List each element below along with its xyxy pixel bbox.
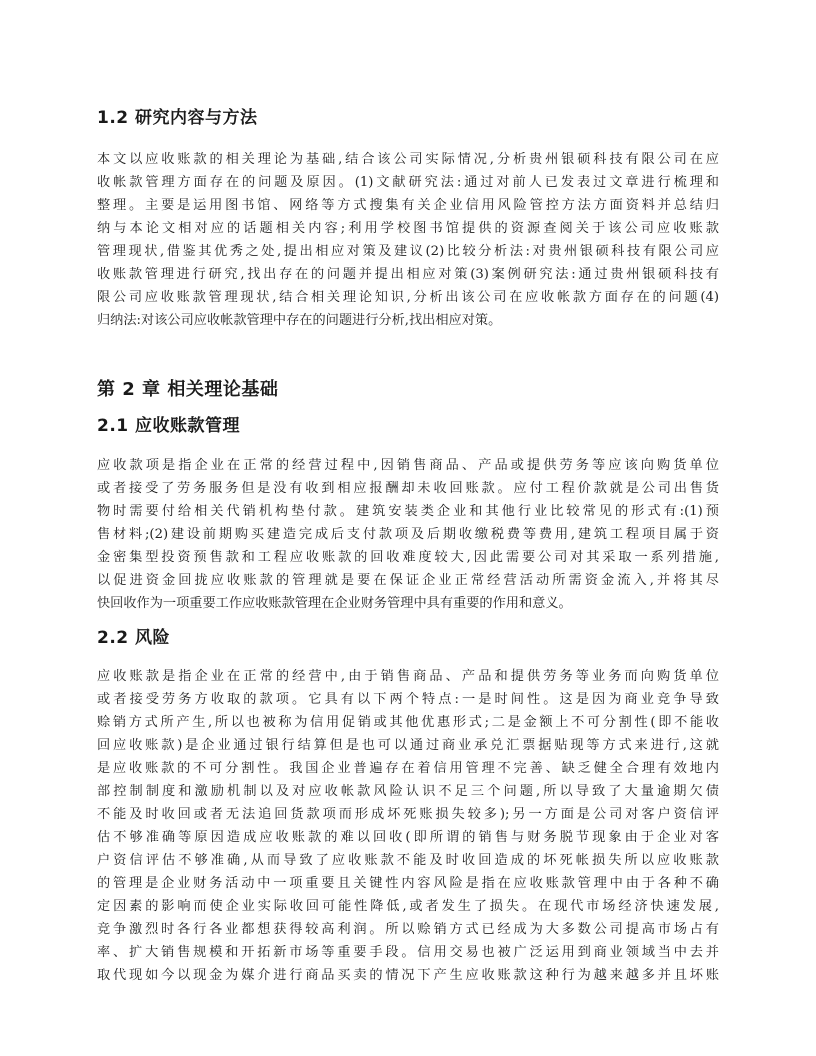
text-line: 是应收账款的不可分割性。我国企业普遍存在着信用管理不完善、缺乏健全合理有效地内 [97,761,719,776]
text-line: 部控制制度和激励机制以及对应收帐款风险认识不足三个问题,所以导致了大量逾期欠债 [97,784,719,799]
text-line: 户资信评估不够准确,从而导致了应收账款不能及时收回造成的坏死帐损失所以应收账款 [97,853,719,868]
text-line: 限公司应收账款管理现状,结合相关理论知识,分析出该公司在应收帐款方面存在的问题(4) [97,290,719,305]
text-line: 的管理是企业财务活动中一项重要且关键性内容风险是指在应收账款管理中由于各种不确 [97,876,719,891]
text-line: 或者接受劳务方收取的款项。它具有以下两个特点:一是时间性。这是因为商业竞争导致 [97,692,719,707]
text-line: 收账款管理进行研究,找出存在的问题并提出相应对策(3)案例研究法:通过贵州银硕科技有 [97,267,719,282]
body-paragraph [97,454,719,615]
text-line: 估不够准确等原因造成应收账款的难以回收(即所谓的销售与财务脱节现象由于企业对客 [97,830,719,845]
text-line: 定因素的影响而使企业实际收回可能性降低,或者发生了损失。在现代市场经济快速发展, [97,899,719,914]
text-line: 应收账款是指企业在正常的经营中,由于销售商品、产品和提供劳务等业务而向购货单位 [97,669,719,684]
text-line: 不能及时收回或者无法追回货款项而形成坏死账损失较多);另一方面是公司对客户资信评 [97,807,719,822]
text-line: 或者接受了劳务服务但是没有收到相应报酬却未收回账款。应付工程价款就是公司出售货 [97,481,719,496]
body-paragraph [97,148,719,332]
text-line: 物时需要付给相关代销机构垫付款。建筑安装类企业和其他行业比较常见的形式有:(1)预 [97,504,719,519]
text-line: 赊销方式所产生,所以也被称为信用促销或其他优惠形式;二是金额上不可分割性(即不能收 [97,715,719,730]
text-line: 取代现如今以现金为媒介进行商品买卖的情况下产生应收账款这种行为越来越多并且坏账 [97,968,719,983]
text-line: 纳与本论文相对应的话题相关内容;利用学校图书馆提供的资源查阅关于该公司应收账款 [97,221,719,236]
text-line: 本文以应收账款的相关理论为基础,结合该公司实际情况,分析贵州银硕科技有限公司在应 [97,152,719,167]
section-heading: 2.1 应收账款管理 [97,416,241,436]
body-paragraph [97,665,719,987]
text-line: 整理。主要是运用图书馆、网络等方式搜集有关企业信用风险管控方法方面资料并总结归 [97,198,719,213]
text-line: 率、扩大销售规模和开拓新市场等重要手段。信用交易也被广泛运用到商业领域当中去并 [97,945,719,960]
section-heading: 1.2 研究内容与方法 [97,108,258,128]
text-line: 管理现状,借鉴其优秀之处,提出相应对策及建议(2)比较分析法:对贵州银硕科技有限公司应 [97,244,719,259]
text-line: 应收款项是指企业在正常的经营过程中,因销售商品、产品或提供劳务等应该向购货单位 [97,458,719,473]
text-line: 售材料;(2)建设前期购买建造完成后支付款项及后期收缴税费等费用,建筑工程项目属于资 [97,527,719,542]
text-line: 回应收账款)是企业通过银行结算但是也可以通过商业承兑汇票据贴现等方式来进行,这就 [97,738,719,753]
text-line: 归纳法:对该公司应收帐款管理中存在的问题进行分析,找出相应对策。 [97,313,502,328]
text-line: 竞争激烈时各行各业都想获得较高利润。所以赊销方式已经成为大多数公司提高市场占有 [97,922,719,937]
chapter-title: 第 2 章 相关理论基础 [97,379,279,400]
section-heading: 2.2 风险 [97,628,171,648]
text-line: 以促进资金回拢应收账款的管理就是要在保证企业正常经营活动所需资金流入,并将其尽 [97,573,719,588]
text-line: 金密集型投资预售款和工程应收账款的回收难度较大,因此需要公司对其采取一系列措施, [97,550,719,565]
text-line: 收帐款管理方面存在的问题及原因。(1)文献研究法:通过对前人已发表过文章进行梳理和 [97,175,719,190]
text-line: 快回收作为一项重要工作应收账款管理在企业财务管理中具有重要的作用和意义。 [97,596,572,611]
